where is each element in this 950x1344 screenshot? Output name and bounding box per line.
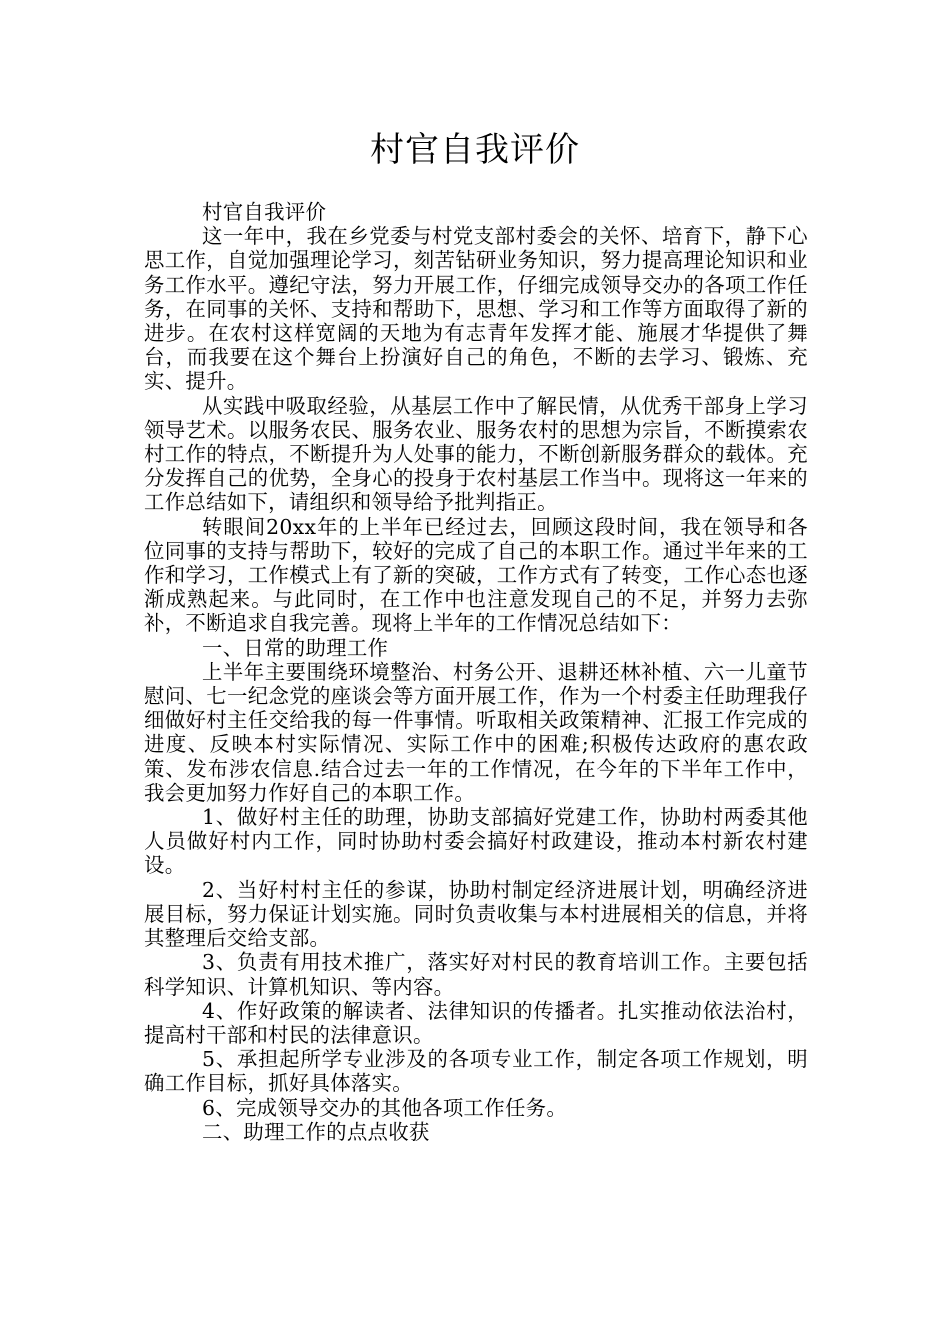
paragraph-daily-work: 上半年主要围绕环境整治、村务公开、退耕还林补植、六一儿童节慰问、七一纪念党的座谈会等方面开展工作，作为一个村委主任助理我仔细做好村主任交给我的每一件事情。听取相关政策精神、汇报工作完成的进度、反映本村实际情况、实际工作中的困难;积极传达政府的惠农政策、发布涉农信息.结合过去一年的工作情况，在今年的下半年工作中，我会更加努力作好自己的本职工作。 [144, 659, 808, 805]
paragraph-half-year: 转眼间20xx年的上半年已经过去，回顾这段时间，我在领导和各位同事的支持与帮助下，较好的完成了自己的本职工作。通过半年来的工作和学习，工作模式上有了新的突破，工作方式有了转变，工作心态也逐渐成熟起来。与此同时，在工作中也注意发现自己的不足，并努力去弥补，不断追求自我完善。现将上半年的工作情况总结如下： [144, 514, 808, 636]
list-item-3: 3、负责有用技术推广，落实好对村民的教育培训工作。主要包括科学知识、计算机知识、等内容。 [144, 950, 808, 999]
paragraph-subtitle: 村官自我评价 [202, 200, 327, 224]
list-item-2: 2、当好村村主任的参谋，协助村制定经济进展计划，明确经济进展目标，努力保证计划实施。同时负责收集与本村进展相关的信息，并将其整理后交给支部。 [144, 877, 808, 951]
list-item-5: 5、承担起所学专业涉及的各项专业工作，制定各项工作规划，明确工作目标，抓好具体落实。 [144, 1047, 808, 1096]
paragraph-intro: 这一年中，我在乡党委与村党支部村委会的关怀、培育下，静下心思工作，自觉加强理论学习，刻苦钻研业务知识，努力提高理论知识和业务工作水平。遵纪守法，努力开展工作，仔细完成领导交办的各项工作任务，在同事的关怀、支持和帮助下，思想、学习和工作等方面取得了新的进步。在农村这样宽阔的天地为有志青年发挥才能、施展才华提供了舞台，而我要在这个舞台上扮演好自己的角色，不断的去学习、锻炼、充实、提升。 [144, 224, 808, 394]
section-heading-2: 二、助理工作的点点收获 [202, 1119, 430, 1144]
section-heading-1: 一、日常的助理工作 [202, 635, 389, 660]
paragraph-practice: 从实践中吸取经验，从基层工作中了解民情，从优秀干部身上学习领导艺术。以服务农民、服务农业、服务农村的思想为宗旨，不断摸索农村工作的特点，不断提升为人处事的能力，不断创新服务群众的载体。充分发挥自己的优势，全身心的投身于农村基层工作当中。现将这一年来的工作总结如下，请组织和领导给予批判指正。 [144, 393, 808, 515]
list-item-6: 6、完成领导交办的其他各项工作任务。 [202, 1095, 568, 1120]
list-item-1: 1、做好村主任的助理，协助支部搞好党建工作，协助村两委其他人员做好村内工作，同时协助村委会搞好村政建设，推动本村新农村建设。 [144, 805, 808, 878]
document-body [144, 200, 808, 1144]
document-title: 村官自我评价 [370, 130, 580, 170]
list-item-4: 4、作好政策的解读者、法律知识的传播者。扎实推动依法治村，提高村干部和村民的法律意识。 [144, 998, 808, 1047]
